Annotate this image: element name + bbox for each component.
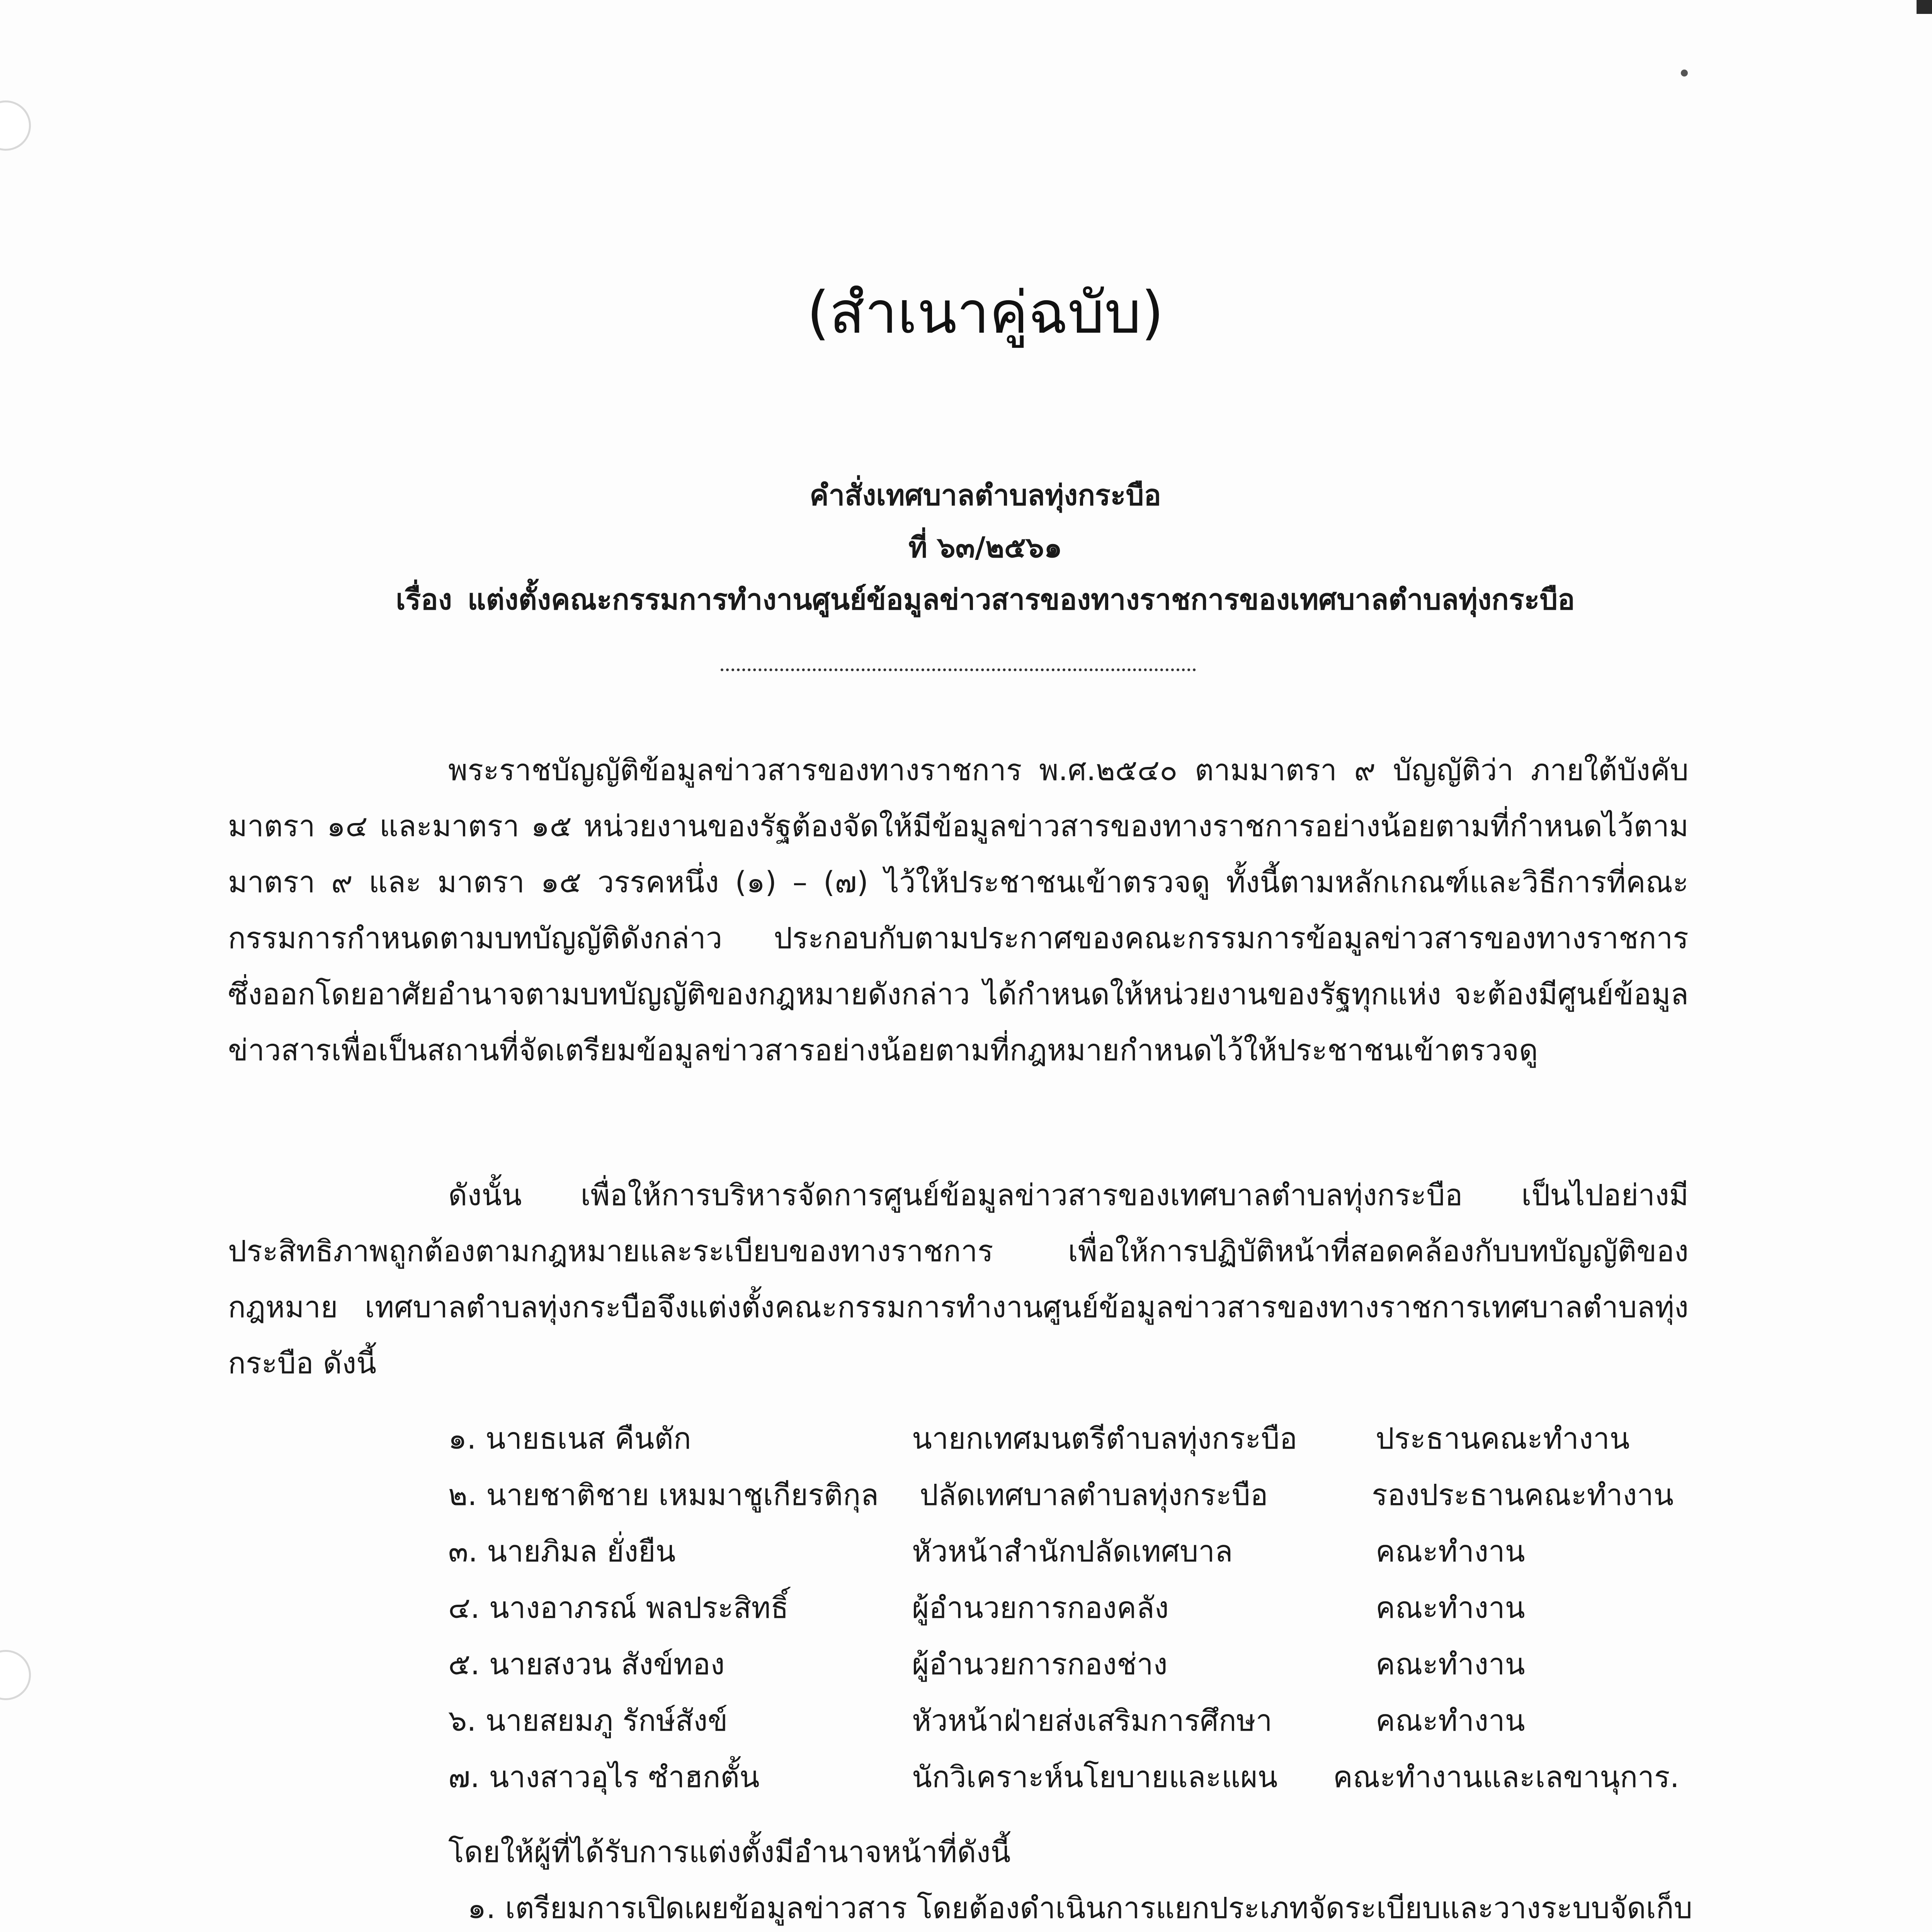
paragraph-text: ดังนั้น เพื่อให้การบริหารจัดการศูนย์ข้อมูลข่าวสารของเทศบาลตำบลทุ่งกระบือ เป็นไปอย่างมีประสิทธิภาพถูกต้องตามกฎหมายและระเบียบของทางราชการ เพื่อให้การปฏิบัติหน้าที่สอดคล้องกับบทบัญญัติของกฎหมาย เทศบาลตำบลทุ่งกระบือจึงแต่งตั้งคณะกรรมการทำงานศูนย์ข้อมูลข่าวสารของทางราชการเทศบาลตำบลทุ่งกระบือ ดังนี้ [228,1178,1689,1380]
member-position: ผู้อำนวยการกองช่าง [912,1647,1168,1681]
punch-hole-middle [0,1650,31,1700]
paragraph-legal-basis [228,742,1689,1078]
member-position: หัวหน้าฝ่ายส่งเสริมการศึกษา [912,1703,1272,1738]
member-position: ผู้อำนวยการกองคลัง [912,1590,1169,1625]
scan-edge-mark [1917,0,1932,14]
paragraph-appointment [228,1167,1689,1391]
order-subject [0,574,1932,626]
member-role: รองประธานคณะทำงาน [1372,1478,1674,1512]
member-name: ๓. นายภิมล ยั่งยืน [448,1534,676,1568]
member-role: คณะทำงาน [1376,1590,1525,1625]
order-header [0,469,1932,626]
order-number: ที่ ๖๓/๒๕๖๑ [908,531,1062,564]
member-role: คณะทำงาน [1376,1534,1525,1568]
member-role: คณะทำงานและเลขานุการ. [1333,1760,1679,1794]
member-name: ๕. นายสงวน สังข์ทอง [448,1647,725,1681]
subject-label: เรื่อง [396,583,452,616]
duties-intro: โดยให้ผู้ที่ได้รับการแต่งตั้งมีอำนาจหน้าที่ดังนี้ [448,1835,1011,1869]
member-name: ๔. นางอาภรณ์ พลประสิทธิ์ [448,1590,789,1625]
paragraph-text: ๑. เตรียมการเปิดเผยข้อมูลข่าวสาร โดยต้องดำเนินการแยกประเภทจัดระเบียบและวางระบบจัดเก็บ [468,1891,1692,1925]
punch-hole-top [0,100,31,151]
paragraph-duty-1 [247,1880,1692,1932]
dotted-separator [721,668,1196,671]
member-name: ๗. นางสาวอุไร ซำฮกตั้น [448,1760,760,1794]
member-name: ๒. นายชาติชาย เหมมาชูเกียรติกุล [448,1478,879,1512]
member-position: หัวหน้าสำนักปลัดเทศบาล [912,1534,1233,1568]
order-title: คำสั่งเทศบาลตำบลทุ่งกระบือ [810,479,1161,512]
subject-text: แต่งตั้งคณะกรรมการทำงานศูนย์ข้อมูลข่าวสารของทางราชการของเทศบาลตำบลทุ่งกระบือ [467,583,1575,616]
member-role: คณะทำงาน [1376,1647,1525,1681]
member-position: นักวิเคราะห์นโยบายและแผน [912,1760,1278,1794]
member-role: คณะทำงาน [1376,1703,1525,1738]
member-role: ประธานคณะทำงาน [1376,1421,1630,1456]
member-position: ปลัดเทศบาลตำบลทุ่งกระบือ [920,1478,1268,1512]
paragraph-text: พระราชบัญญัติข้อมูลข่าวสารของทางราชการ พ.ศ.๒๕๔๐ ตามมาตรา ๙ บัญญัติว่า ภายใต้บังคับมาตรา ๑๔ และมาตรา ๑๕ หน่วยงานของรัฐต้องจัดให้มีข้อมูลข่าวสารของทางราชการอย่างน้อยตามที่กำหนดไว้ตาม มาตรา ๙ และ มาตรา ๑๕ วรรคหนึ่ง (๑) – (๗) ไว้ให้ประชาชนเข้าตรวจดู ทั้งนี้ตามหลักเกณฑ์และวิธีการที่คณะกรรมการกำหนดตามบทบัญญัติดังกล่าว ประกอบกับตามประกาศของคณะกรรมการข้อมูลข่าวสารของทางราชการ ซึ่งออกโดยอาศัยอำนาจตามบทบัญญัติของกฎหมายดังกล่าว ได้กำหนดให้หน่วยงานของรัฐทุกแห่ง จะต้องมีศูนย์ข้อมูลข่าวสารเพื่อเป็นสถานที่จัดเตรียมข้อมูลข่าวสารอย่างน้อยตามที่กฎหมายกำหนดไว้ให้ประชาชนเข้าตรวจดู [228,753,1689,1067]
scan-speck [1681,70,1688,77]
member-name: ๑. นายธเนส คืนตัก [448,1421,691,1456]
member-name: ๖. นายสยมภู รักษ์สังข์ [448,1703,728,1738]
member-position: นายกเทศมนตรีตำบลทุ่งกระบือ [912,1421,1298,1456]
copy-stamp-title: (สำเนาคู่ฉบับ) [807,279,1164,347]
